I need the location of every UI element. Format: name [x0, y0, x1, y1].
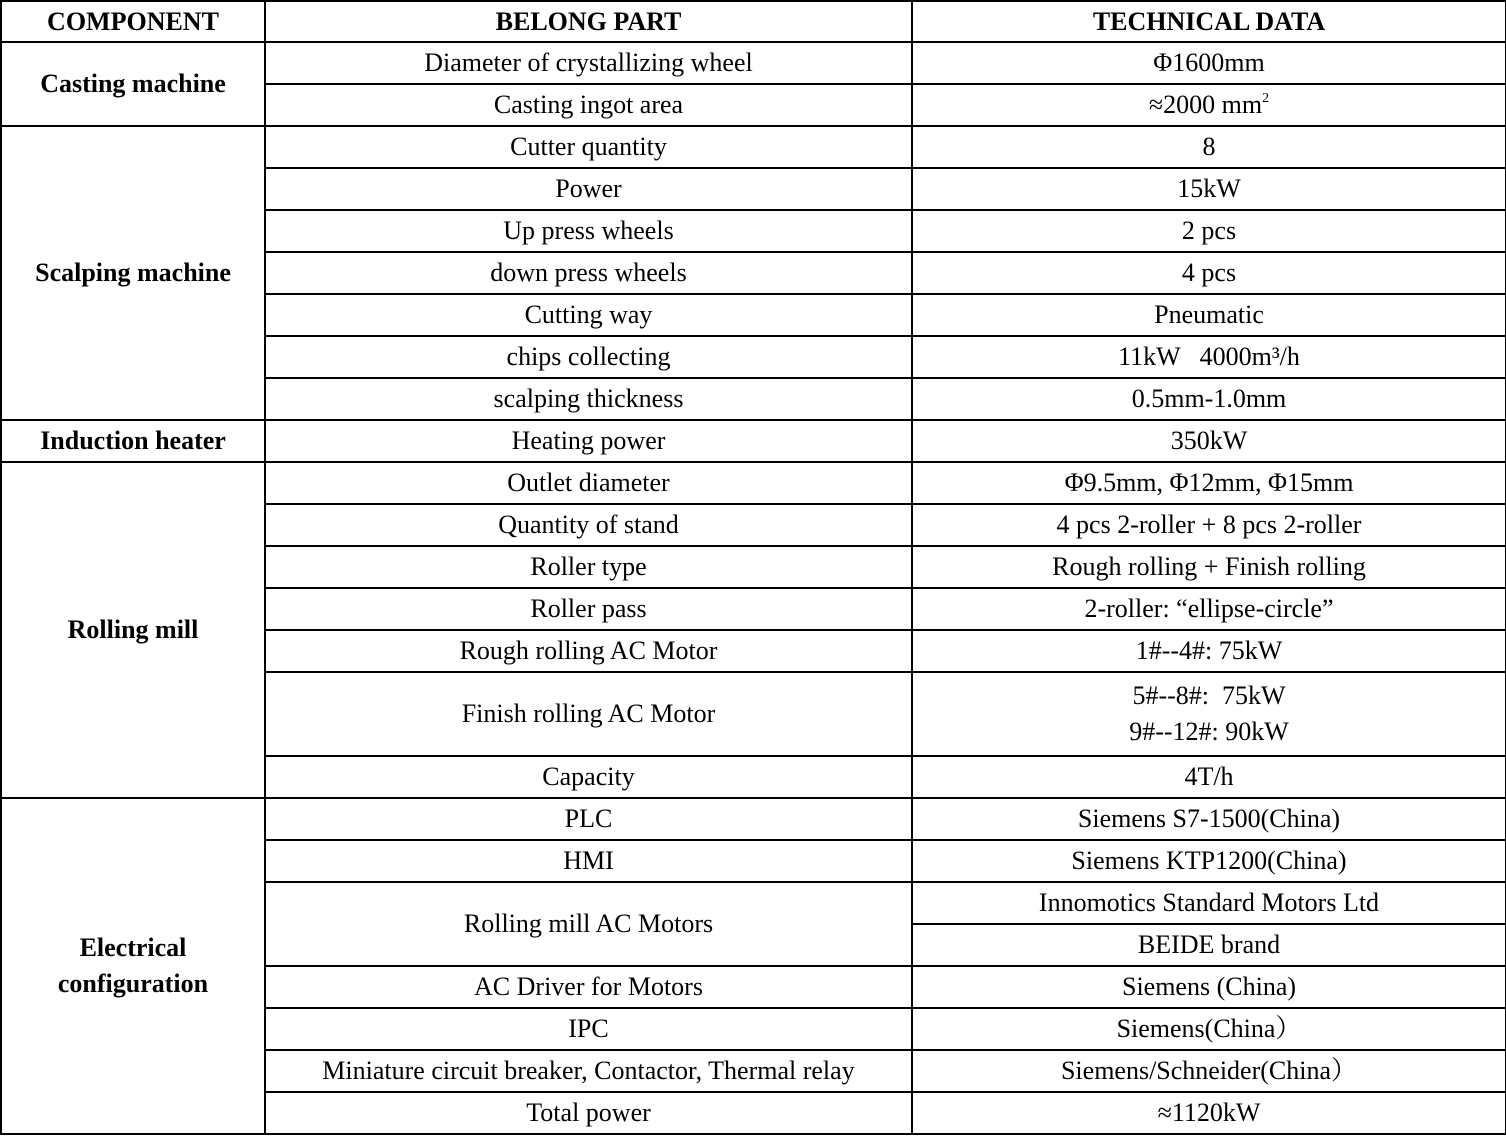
technical-data-cell: 8: [912, 126, 1506, 168]
component-electrical-configuration: [1, 798, 265, 1134]
table-row: [1, 798, 1506, 840]
belong-part-cell: Cutting way: [265, 294, 912, 336]
technical-data-cell: Innomotics Standard Motors Ltd: [912, 882, 1506, 924]
belong-part-cell: Rolling mill AC Motors: [265, 882, 912, 966]
belong-part-cell: chips collecting: [265, 336, 912, 378]
belong-part-cell: down press wheels: [265, 252, 912, 294]
technical-data-cell: 4T/h: [912, 756, 1506, 798]
belong-part-cell: Outlet diameter: [265, 462, 912, 504]
technical-data-cell: Rough rolling + Finish rolling: [912, 546, 1506, 588]
technical-data-cell: BEIDE brand: [912, 924, 1506, 966]
belong-part-cell: Miniature circuit breaker, Contactor, Thermal relay: [265, 1050, 912, 1092]
technical-data-cell: 0.5mm-1.0mm: [912, 378, 1506, 420]
technical-data-cell: Siemens (China): [912, 966, 1506, 1008]
belong-part-cell: AC Driver for Motors: [265, 966, 912, 1008]
component-rolling-mill: Rolling mill: [1, 462, 265, 798]
header-belong-part: BELONG PART: [265, 1, 912, 42]
belong-part-cell: Roller type: [265, 546, 912, 588]
belong-part-cell: scalping thickness: [265, 378, 912, 420]
technical-data-cell: Φ9.5mm, Φ12mm, Φ15mm: [912, 462, 1506, 504]
belong-part-cell: Roller pass: [265, 588, 912, 630]
table-row: [1, 420, 1506, 462]
technical-data-cell: 1#--4#: 75kW: [912, 630, 1506, 672]
technical-data-cell: 4 pcs 2-roller + 8 pcs 2-roller: [912, 504, 1506, 546]
technical-data-cell: 11kW 4000m³/h: [912, 336, 1506, 378]
component-label-line: Electrical: [79, 933, 187, 962]
belong-part-cell: Heating power: [265, 420, 912, 462]
technical-data-cell: 4 pcs: [912, 252, 1506, 294]
technical-data-cell: Pneumatic: [912, 294, 1506, 336]
belong-part-cell: Rough rolling AC Motor: [265, 630, 912, 672]
belong-part-cell: Up press wheels: [265, 210, 912, 252]
belong-part-cell: Power: [265, 168, 912, 210]
header-component: COMPONENT: [1, 1, 265, 42]
table-row: [1, 462, 1506, 504]
technical-data-cell: [912, 84, 1506, 126]
technical-data-cell: Φ1600mm: [912, 42, 1506, 84]
technical-data-cell: [912, 672, 1506, 756]
component-scalping-machine: Scalping machine: [1, 126, 265, 420]
belong-part-cell: PLC: [265, 798, 912, 840]
table-row: [1, 126, 1506, 168]
technical-data-cell: Siemens KTP1200(China): [912, 840, 1506, 882]
technical-data-cell: 350kW: [912, 420, 1506, 462]
belong-part-cell: IPC: [265, 1008, 912, 1050]
technical-data-cell: 2-roller: “ellipse-circle”: [912, 588, 1506, 630]
data-value: ≈2000 mm: [1148, 90, 1263, 119]
belong-part-cell: Cutter quantity: [265, 126, 912, 168]
table-row: [1, 42, 1506, 84]
belong-part-cell: Total power: [265, 1092, 912, 1134]
technical-data-cell: Siemens(China）: [912, 1008, 1506, 1050]
header-technical-data: TECHNICAL DATA: [912, 1, 1506, 42]
belong-part-cell: Diameter of crystallizing wheel: [265, 42, 912, 84]
technical-data-cell: 15kW: [912, 168, 1506, 210]
technical-data-cell: Siemens/Schneider(China）: [912, 1050, 1506, 1092]
technical-data-cell: ≈1120kW: [912, 1092, 1506, 1134]
component-casting-machine: Casting machine: [1, 42, 265, 126]
data-line: 5#--8#: 75kW: [1132, 681, 1286, 710]
belong-part-cell: Casting ingot area: [265, 84, 912, 126]
data-line: 9#--12#: 90kW: [1129, 717, 1289, 746]
superscript: 2: [1262, 91, 1270, 106]
belong-part-cell: HMI: [265, 840, 912, 882]
component-induction-heater: Induction heater: [1, 420, 265, 462]
belong-part-cell: Finish rolling AC Motor: [265, 672, 912, 756]
component-label-line: configuration: [57, 969, 209, 998]
header-row: [1, 1, 1506, 42]
belong-part-cell: Quantity of stand: [265, 504, 912, 546]
technical-data-cell: 2 pcs: [912, 210, 1506, 252]
technical-data-cell: Siemens S7-1500(China): [912, 798, 1506, 840]
belong-part-cell: Capacity: [265, 756, 912, 798]
